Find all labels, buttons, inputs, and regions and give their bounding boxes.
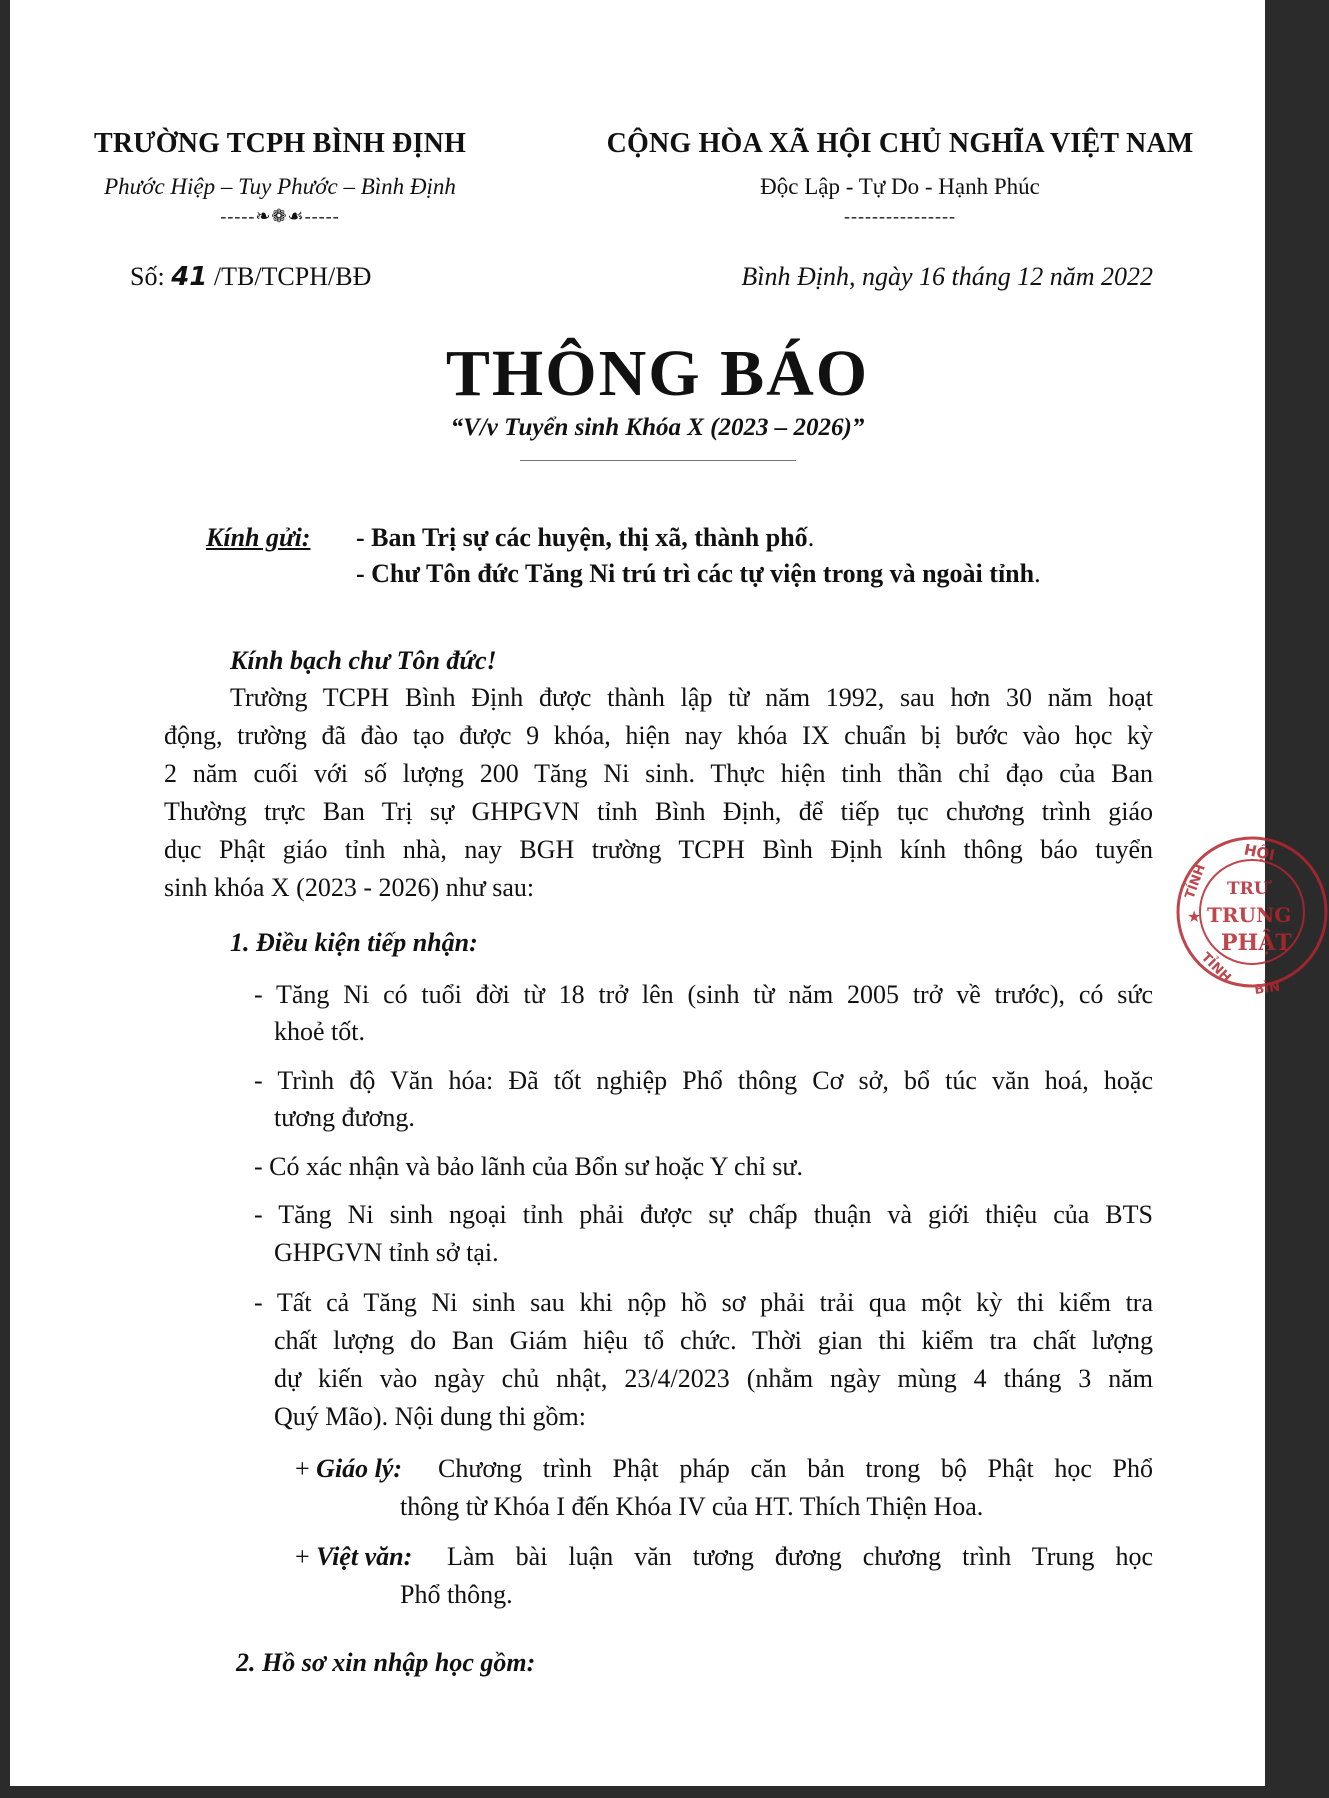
paragraph-line: dục Phật giáo tỉnh nhà, nay BGH trường TCPH Bình Định kính thông báo tuyển: [164, 835, 1153, 864]
recipient-line: [356, 559, 1041, 589]
stamp-star: ★: [1187, 907, 1202, 926]
page-title: THÔNG BÁO: [445, 337, 870, 410]
list-item: - Tăng Ni sinh ngoại tỉnh phải được sự chấp thuận và giới thiệu của BTS: [254, 1200, 1153, 1229]
exam-item-vietvan: [295, 1538, 412, 1576]
recipient-line: [356, 523, 814, 553]
stamp-center-2: TRUNG: [1207, 903, 1292, 927]
plus-bullet: +: [295, 1542, 310, 1571]
recipient-text: - Ban Trị sự các huyện, thị xã, thành phố: [356, 523, 808, 552]
left-ornament: -----❧❁☙-----: [220, 206, 340, 226]
plus-bullet: +: [295, 1454, 310, 1483]
exam-text: Làm bài luận văn tương đương chương trình Trung học: [447, 1542, 1153, 1571]
paragraph-line: động, trường đã đào tạo được 9 khóa, hiện nay khóa IX chuẩn bị bước vào học kỳ: [164, 721, 1153, 750]
recipients-label: Kính gửi:: [206, 523, 311, 552]
number-prefix: Số:: [130, 262, 165, 291]
motto-rule: ----------------: [844, 206, 956, 226]
list-item: - Tăng Ni có tuổi đời từ 18 trở lên (sinh từ năm 2005 trở về trước), có sức: [254, 980, 1153, 1009]
number-value: 41: [171, 262, 208, 292]
list-item-continuation: Quý Mão). Nội dung thi gồm:: [274, 1402, 586, 1431]
list-item-continuation: chất lượng do Ban Giám hiệu tổ chức. Thời gian thi kiểm tra chất lượng: [274, 1326, 1153, 1355]
stamp-ring-left: TỈNH: [1182, 862, 1209, 902]
exam-label: Giáo lý:: [316, 1454, 403, 1483]
document-page: [10, 0, 1292, 1786]
exam-text-continuation: Phổ thông.: [400, 1580, 513, 1609]
list-item-continuation: GHPGVN tỉnh sở tại.: [274, 1238, 499, 1267]
list-item: - Có xác nhận và bảo lãnh của Bổn sư hoặc Y chỉ sư.: [254, 1152, 803, 1181]
document-subject: “V/v Tuyển sinh Khóa X (2023 – 2026)”: [450, 414, 865, 441]
list-item-continuation: khoẻ tốt.: [274, 1017, 365, 1046]
recipient-period: .: [807, 523, 815, 552]
paragraph-line: sinh khóa X (2023 - 2026) như sau:: [164, 873, 535, 902]
exam-text-continuation: thông từ Khóa I đến Khóa IV của HT. Thích Thiện Hoa.: [400, 1492, 984, 1521]
list-item-continuation: tương đương.: [274, 1103, 415, 1132]
greeting: Kính bạch chư Tôn đức!: [230, 646, 497, 675]
school-address: Phước Hiệp – Tuy Phước – Bình Định: [104, 174, 456, 199]
place-date: Bình Định, ngày 16 tháng 12 năm 2022: [741, 262, 1153, 291]
stamp-ring-top: HỘI: [1242, 840, 1277, 865]
list-item: - Trình độ Văn hóa: Đã tốt nghiệp Phổ thông Cơ sở, bổ túc văn hoá, hoặc: [254, 1066, 1153, 1095]
recipient-period: .: [1034, 559, 1041, 588]
section-heading: 2. Hồ sơ xin nhập học gồm:: [236, 1648, 536, 1677]
school-name: TRƯỜNG TCPH BÌNH ĐỊNH: [93, 128, 467, 159]
number-code: /TB/TCPH/BĐ: [213, 262, 372, 291]
list-item: - Tất cả Tăng Ni sinh sau khi nộp hồ sơ phải trải qua một kỳ thi kiểm tra: [254, 1288, 1153, 1317]
title-underline: [520, 460, 796, 461]
document-number: [130, 258, 371, 296]
stamp-ring-bottom-left: TỈNH: [1197, 949, 1234, 986]
paragraph-line: Trường TCPH Bình Định được thành lập từ năm 1992, sau hơn 30 năm hoạt: [230, 683, 1153, 712]
national-title: CỘNG HÒA XÃ HỘI CHỦ NGHĨA VIỆT NAM: [606, 128, 1194, 159]
paragraph-line: Thường trực Ban Trị sự GHPGVN tỉnh Bình Định, để tiếp tục chương trình giáo: [164, 797, 1153, 826]
exam-label: Việt văn:: [316, 1542, 413, 1571]
national-motto: Độc Lập - Tự Do - Hạnh Phúc: [760, 174, 1040, 199]
stamp-ring-bottom-right: BÌN: [1253, 979, 1281, 998]
stamp-center-1: TRƯ: [1227, 879, 1269, 899]
red-seal-stamp: [1175, 822, 1329, 1002]
list-item-continuation: dự kiến vào ngày chủ nhật, 23/4/2023 (nhằm ngày mùng 4 tháng 3 năm: [274, 1364, 1153, 1393]
section-heading: 1. Điều kiện tiếp nhận:: [230, 928, 478, 957]
paragraph-line: 2 năm cuối với số lượng 200 Tăng Ni sinh. Thực hiện tinh thần chỉ đạo của Ban: [164, 759, 1153, 788]
exam-text: Chương trình Phật pháp căn bản trong bộ Phật học Phổ: [438, 1454, 1153, 1483]
recipient-text: - Chư Tôn đức Tăng Ni trú trì các tự viện trong và ngoài tỉnh: [356, 559, 1035, 588]
stamp-center-3: PHẬT: [1221, 930, 1292, 956]
